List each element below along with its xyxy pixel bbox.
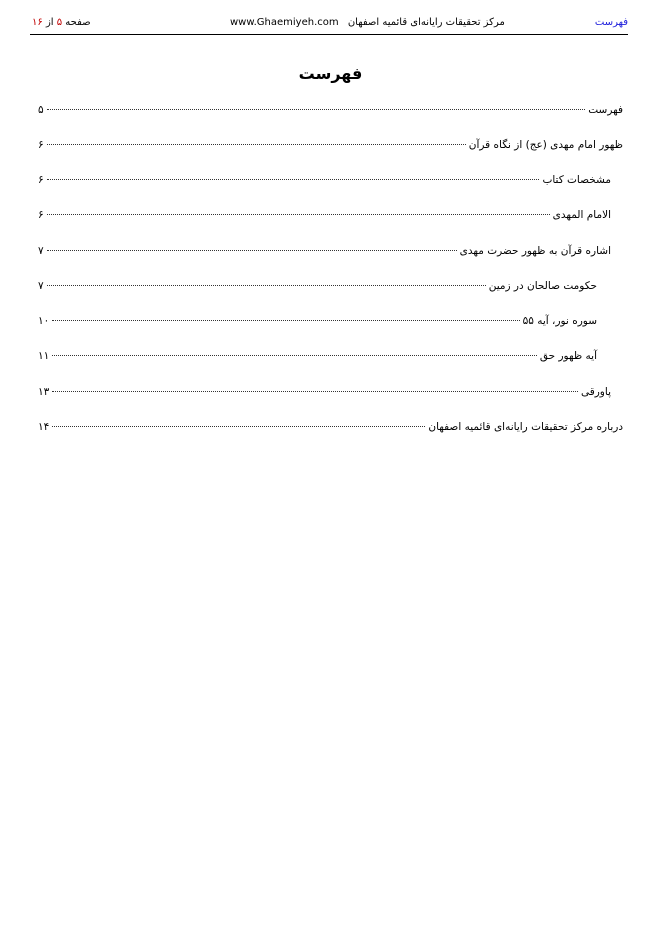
- section-link[interactable]: فهرست: [594, 17, 628, 28]
- toc-entry-text[interactable]: پاورقی: [580, 386, 611, 398]
- toc-entry-text[interactable]: درباره مرکز تحقیقات رایانه‌ای قائمیه اصفهان: [428, 421, 623, 433]
- toc-entry[interactable]: [38, 139, 623, 157]
- toc-entry[interactable]: [38, 350, 597, 368]
- site-url[interactable]: www.Ghaemiyeh.com: [230, 17, 339, 28]
- toc-entry-page: ۷: [38, 280, 44, 292]
- toc-entry-page: ۱۱: [38, 350, 50, 362]
- toc-entry-page: ۶: [38, 174, 44, 186]
- toc-leader: [52, 391, 578, 392]
- toc-title: فهرست: [298, 64, 363, 83]
- toc-entry[interactable]: [38, 209, 611, 227]
- toc-entry-page: ۱۳: [38, 386, 50, 398]
- toc-entry-text[interactable]: آیه ظهور حق: [539, 350, 597, 362]
- toc-leader: [47, 214, 550, 215]
- center-title: مرکز تحقیقات رایانه‌ای قائمیه اصفهان: [347, 17, 505, 28]
- page-separator: از: [45, 17, 54, 28]
- toc-leader: [52, 426, 425, 427]
- toc-leader: [52, 320, 519, 321]
- toc-entry-text[interactable]: سوره نور، آیه ۵۵: [522, 315, 597, 327]
- page-current: ۵: [56, 17, 63, 28]
- toc-entry-text[interactable]: ظهور امام مهدی (عج) از نگاه قرآن: [468, 139, 623, 151]
- page-label: صفحه: [65, 17, 91, 28]
- toc-entry-page: ۵: [38, 104, 44, 116]
- toc-entry-page: ۱۴: [38, 421, 50, 433]
- toc-entry[interactable]: [38, 386, 611, 404]
- toc-entry-page: ۷: [38, 245, 44, 257]
- toc-entry-text[interactable]: الامام المهدی: [552, 209, 611, 221]
- toc-entry-page: ۶: [38, 209, 44, 221]
- header-center: [230, 17, 505, 28]
- toc-entry-text[interactable]: اشاره قرآن به ظهور حضرت مهدی: [459, 245, 611, 257]
- toc-leader: [47, 144, 466, 145]
- toc-entry-text[interactable]: فهرست: [588, 104, 623, 116]
- toc-entry-page: ۶: [38, 139, 44, 151]
- toc-entry[interactable]: [38, 245, 611, 263]
- page-number: [32, 17, 91, 28]
- page-header: [30, 14, 628, 35]
- toc-leader: [47, 179, 540, 180]
- toc-leader: [47, 285, 486, 286]
- toc-leader: [52, 355, 537, 356]
- toc-entry[interactable]: [38, 174, 611, 192]
- toc-entry[interactable]: [38, 315, 597, 333]
- toc-entry[interactable]: [38, 104, 623, 122]
- toc-entry[interactable]: [38, 280, 597, 298]
- toc-entry-page: ۱۰: [38, 315, 50, 327]
- page-total: ۱۶: [32, 17, 43, 28]
- toc-leader: [47, 250, 457, 251]
- toc-entry-text[interactable]: مشخصات کتاب: [542, 174, 611, 186]
- toc-leader: [47, 109, 586, 110]
- toc-entry[interactable]: [38, 421, 623, 439]
- toc-entry-text[interactable]: حکومت صالحان در زمین: [488, 280, 597, 292]
